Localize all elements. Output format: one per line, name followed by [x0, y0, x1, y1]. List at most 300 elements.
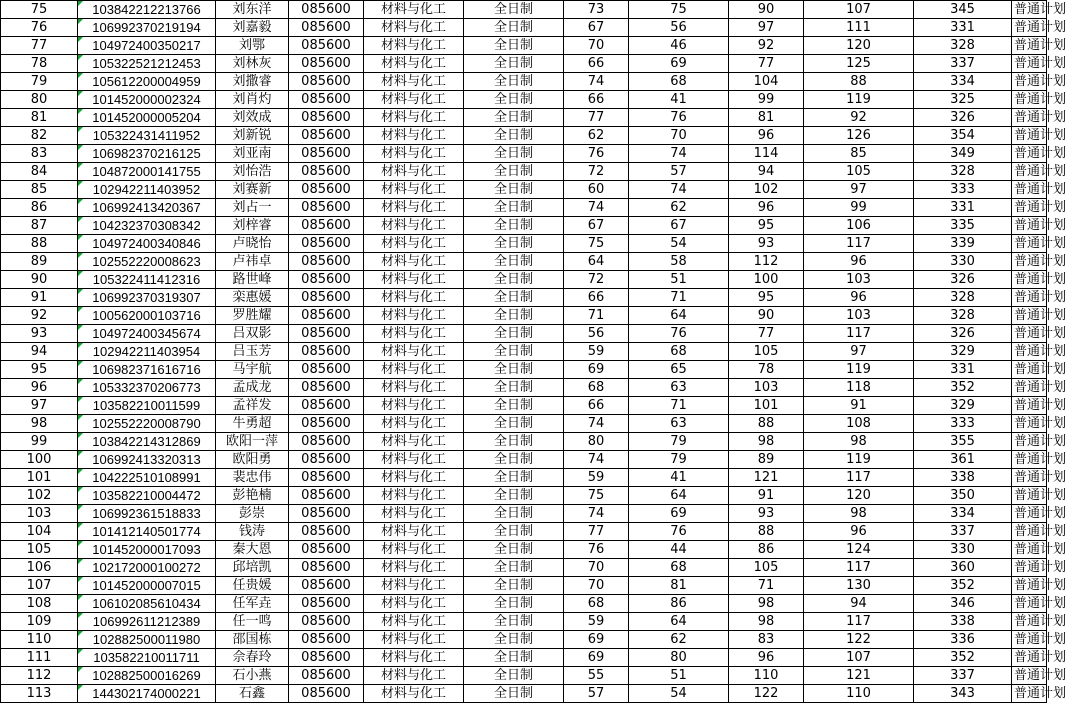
major-code-cell[interactable]: 085600 [289, 685, 364, 703]
major-cell[interactable]: 材料与化工 [364, 577, 464, 595]
exam-id-cell[interactable]: 102882500016269 [78, 667, 216, 685]
score-subject2-cell[interactable]: 111 [804, 19, 914, 37]
row-number-cell[interactable]: 80 [1, 91, 78, 109]
plan-type-cell[interactable]: 普通计划 [1012, 217, 1047, 235]
major-cell[interactable]: 材料与化工 [364, 163, 464, 181]
score-english-cell[interactable]: 64 [629, 307, 729, 325]
major-code-cell[interactable]: 085600 [289, 91, 364, 109]
total-score-cell[interactable]: 326 [914, 325, 1012, 343]
score-politics-cell[interactable]: 69 [564, 649, 629, 667]
study-mode-cell[interactable]: 全日制 [464, 595, 564, 613]
score-subject2-cell[interactable]: 107 [804, 1, 914, 19]
major-cell[interactable]: 材料与化工 [364, 415, 464, 433]
score-politics-cell[interactable]: 66 [564, 55, 629, 73]
exam-id-cell[interactable]: 102882500011980 [78, 631, 216, 649]
total-score-cell[interactable]: 336 [914, 631, 1012, 649]
name-cell[interactable]: 刘亚南 [216, 145, 289, 163]
total-score-cell[interactable]: 338 [914, 613, 1012, 631]
score-politics-cell[interactable]: 59 [564, 469, 629, 487]
study-mode-cell[interactable]: 全日制 [464, 631, 564, 649]
score-english-cell[interactable]: 70 [629, 127, 729, 145]
total-score-cell[interactable]: 334 [914, 505, 1012, 523]
score-subject1-cell[interactable]: 78 [729, 361, 804, 379]
score-subject2-cell[interactable]: 126 [804, 127, 914, 145]
major-cell[interactable]: 材料与化工 [364, 127, 464, 145]
major-cell[interactable]: 材料与化工 [364, 217, 464, 235]
study-mode-cell[interactable]: 全日制 [464, 361, 564, 379]
row-number-cell[interactable]: 102 [1, 487, 78, 505]
plan-type-cell[interactable]: 普通计划 [1012, 235, 1047, 253]
total-score-cell[interactable]: 326 [914, 271, 1012, 289]
major-cell[interactable]: 材料与化工 [364, 37, 464, 55]
major-cell[interactable]: 材料与化工 [364, 199, 464, 217]
total-score-cell[interactable]: 352 [914, 649, 1012, 667]
plan-type-cell[interactable]: 普通计划 [1012, 523, 1047, 541]
study-mode-cell[interactable]: 全日制 [464, 577, 564, 595]
score-english-cell[interactable]: 71 [629, 289, 729, 307]
score-subject2-cell[interactable]: 105 [804, 163, 914, 181]
plan-type-cell[interactable]: 普通计划 [1012, 73, 1047, 91]
major-code-cell[interactable]: 085600 [289, 37, 364, 55]
plan-type-cell[interactable]: 普通计划 [1012, 361, 1047, 379]
exam-id-cell[interactable]: 102552220008623 [78, 253, 216, 271]
score-politics-cell[interactable]: 72 [564, 163, 629, 181]
total-score-cell[interactable]: 328 [914, 37, 1012, 55]
plan-type-cell[interactable]: 普通计划 [1012, 451, 1047, 469]
plan-type-cell[interactable]: 普通计划 [1012, 1, 1047, 19]
exam-id-cell[interactable]: 102942211403952 [78, 181, 216, 199]
major-cell[interactable]: 材料与化工 [364, 649, 464, 667]
total-score-cell[interactable]: 331 [914, 199, 1012, 217]
row-number-cell[interactable]: 112 [1, 667, 78, 685]
exam-id-cell[interactable]: 101452000002324 [78, 91, 216, 109]
score-politics-cell[interactable]: 69 [564, 631, 629, 649]
score-subject2-cell[interactable]: 120 [804, 487, 914, 505]
plan-type-cell[interactable]: 普通计划 [1012, 595, 1047, 613]
major-code-cell[interactable]: 085600 [289, 523, 364, 541]
score-subject1-cell[interactable]: 81 [729, 109, 804, 127]
plan-type-cell[interactable]: 普通计划 [1012, 667, 1047, 685]
major-code-cell[interactable]: 085600 [289, 19, 364, 37]
score-subject2-cell[interactable]: 98 [804, 505, 914, 523]
score-politics-cell[interactable]: 77 [564, 523, 629, 541]
row-number-cell[interactable]: 98 [1, 415, 78, 433]
study-mode-cell[interactable]: 全日制 [464, 541, 564, 559]
name-cell[interactable]: 卢祎卓 [216, 253, 289, 271]
study-mode-cell[interactable]: 全日制 [464, 127, 564, 145]
total-score-cell[interactable]: 329 [914, 397, 1012, 415]
row-number-cell[interactable]: 109 [1, 613, 78, 631]
score-subject1-cell[interactable]: 105 [729, 343, 804, 361]
score-subject2-cell[interactable]: 117 [804, 235, 914, 253]
row-number-cell[interactable]: 83 [1, 145, 78, 163]
name-cell[interactable]: 刘嘉毅 [216, 19, 289, 37]
exam-id-cell[interactable]: 101412140501774 [78, 523, 216, 541]
score-subject2-cell[interactable]: 98 [804, 433, 914, 451]
score-politics-cell[interactable]: 73 [564, 1, 629, 19]
name-cell[interactable]: 秦大恩 [216, 541, 289, 559]
major-cell[interactable]: 材料与化工 [364, 523, 464, 541]
total-score-cell[interactable]: 331 [914, 19, 1012, 37]
score-english-cell[interactable]: 81 [629, 577, 729, 595]
score-subject1-cell[interactable]: 71 [729, 577, 804, 595]
row-number-cell[interactable]: 97 [1, 397, 78, 415]
study-mode-cell[interactable]: 全日制 [464, 649, 564, 667]
plan-type-cell[interactable]: 普通计划 [1012, 289, 1047, 307]
exam-id-cell[interactable]: 104972400340846 [78, 235, 216, 253]
study-mode-cell[interactable]: 全日制 [464, 217, 564, 235]
score-politics-cell[interactable]: 70 [564, 577, 629, 595]
row-number-cell[interactable]: 93 [1, 325, 78, 343]
score-subject1-cell[interactable]: 96 [729, 127, 804, 145]
score-subject1-cell[interactable]: 95 [729, 289, 804, 307]
score-subject1-cell[interactable]: 95 [729, 217, 804, 235]
score-subject2-cell[interactable]: 96 [804, 289, 914, 307]
row-number-cell[interactable]: 92 [1, 307, 78, 325]
plan-type-cell[interactable]: 普通计划 [1012, 307, 1047, 325]
name-cell[interactable]: 欧阳勇 [216, 451, 289, 469]
exam-id-cell[interactable]: 105612200004959 [78, 73, 216, 91]
major-code-cell[interactable]: 085600 [289, 109, 364, 127]
plan-type-cell[interactable]: 普通计划 [1012, 91, 1047, 109]
study-mode-cell[interactable]: 全日制 [464, 37, 564, 55]
score-english-cell[interactable]: 76 [629, 325, 729, 343]
row-number-cell[interactable]: 107 [1, 577, 78, 595]
score-politics-cell[interactable]: 64 [564, 253, 629, 271]
study-mode-cell[interactable]: 全日制 [464, 325, 564, 343]
exam-id-cell[interactable]: 105332370206773 [78, 379, 216, 397]
score-subject2-cell[interactable]: 103 [804, 271, 914, 289]
score-politics-cell[interactable]: 76 [564, 541, 629, 559]
plan-type-cell[interactable]: 普通计划 [1012, 613, 1047, 631]
major-cell[interactable]: 材料与化工 [364, 613, 464, 631]
score-english-cell[interactable]: 58 [629, 253, 729, 271]
exam-id-cell[interactable]: 106102085610434 [78, 595, 216, 613]
score-subject2-cell[interactable]: 117 [804, 469, 914, 487]
score-subject1-cell[interactable]: 89 [729, 451, 804, 469]
row-number-cell[interactable]: 106 [1, 559, 78, 577]
major-code-cell[interactable]: 085600 [289, 55, 364, 73]
name-cell[interactable]: 钱涛 [216, 523, 289, 541]
score-politics-cell[interactable]: 55 [564, 667, 629, 685]
score-english-cell[interactable]: 76 [629, 523, 729, 541]
total-score-cell[interactable]: 343 [914, 685, 1012, 703]
score-english-cell[interactable]: 64 [629, 487, 729, 505]
major-code-cell[interactable]: 085600 [289, 649, 364, 667]
total-score-cell[interactable]: 328 [914, 307, 1012, 325]
name-cell[interactable]: 刘新锐 [216, 127, 289, 145]
score-subject2-cell[interactable]: 103 [804, 307, 914, 325]
score-subject2-cell[interactable]: 110 [804, 685, 914, 703]
major-cell[interactable]: 材料与化工 [364, 109, 464, 127]
exam-id-cell[interactable]: 102172000100272 [78, 559, 216, 577]
major-cell[interactable]: 材料与化工 [364, 181, 464, 199]
name-cell[interactable]: 石小燕 [216, 667, 289, 685]
exam-id-cell[interactable]: 103842214312869 [78, 433, 216, 451]
study-mode-cell[interactable]: 全日制 [464, 289, 564, 307]
exam-id-cell[interactable]: 103582210011599 [78, 397, 216, 415]
plan-type-cell[interactable]: 普通计划 [1012, 163, 1047, 181]
study-mode-cell[interactable]: 全日制 [464, 343, 564, 361]
plan-type-cell[interactable]: 普通计划 [1012, 631, 1047, 649]
exam-id-cell[interactable]: 101452000017093 [78, 541, 216, 559]
study-mode-cell[interactable]: 全日制 [464, 181, 564, 199]
major-cell[interactable]: 材料与化工 [364, 343, 464, 361]
row-number-cell[interactable]: 96 [1, 379, 78, 397]
major-code-cell[interactable]: 085600 [289, 397, 364, 415]
major-code-cell[interactable]: 085600 [289, 73, 364, 91]
score-english-cell[interactable]: 51 [629, 271, 729, 289]
score-english-cell[interactable]: 74 [629, 145, 729, 163]
score-subject2-cell[interactable]: 130 [804, 577, 914, 595]
plan-type-cell[interactable]: 普通计划 [1012, 577, 1047, 595]
row-number-cell[interactable]: 81 [1, 109, 78, 127]
major-code-cell[interactable]: 085600 [289, 451, 364, 469]
score-politics-cell[interactable]: 74 [564, 73, 629, 91]
row-number-cell[interactable]: 100 [1, 451, 78, 469]
total-score-cell[interactable]: 350 [914, 487, 1012, 505]
score-politics-cell[interactable]: 74 [564, 415, 629, 433]
row-number-cell[interactable]: 82 [1, 127, 78, 145]
exam-id-cell[interactable]: 101452000005204 [78, 109, 216, 127]
study-mode-cell[interactable]: 全日制 [464, 667, 564, 685]
exam-id-cell[interactable]: 106992413320313 [78, 451, 216, 469]
major-cell[interactable]: 材料与化工 [364, 19, 464, 37]
score-subject1-cell[interactable]: 104 [729, 73, 804, 91]
score-subject2-cell[interactable]: 121 [804, 667, 914, 685]
total-score-cell[interactable]: 337 [914, 55, 1012, 73]
study-mode-cell[interactable]: 全日制 [464, 523, 564, 541]
plan-type-cell[interactable]: 普通计划 [1012, 253, 1047, 271]
study-mode-cell[interactable]: 全日制 [464, 505, 564, 523]
plan-type-cell[interactable]: 普通计划 [1012, 19, 1047, 37]
major-code-cell[interactable]: 085600 [289, 631, 364, 649]
name-cell[interactable]: 刘林灰 [216, 55, 289, 73]
name-cell[interactable]: 马宇航 [216, 361, 289, 379]
score-subject1-cell[interactable]: 97 [729, 19, 804, 37]
total-score-cell[interactable]: 338 [914, 469, 1012, 487]
study-mode-cell[interactable]: 全日制 [464, 685, 564, 703]
score-subject2-cell[interactable]: 122 [804, 631, 914, 649]
name-cell[interactable]: 卢晓怡 [216, 235, 289, 253]
score-politics-cell[interactable]: 74 [564, 199, 629, 217]
row-number-cell[interactable]: 78 [1, 55, 78, 73]
score-english-cell[interactable]: 69 [629, 55, 729, 73]
major-code-cell[interactable]: 085600 [289, 325, 364, 343]
study-mode-cell[interactable]: 全日制 [464, 613, 564, 631]
score-politics-cell[interactable]: 60 [564, 181, 629, 199]
plan-type-cell[interactable]: 普通计划 [1012, 559, 1047, 577]
study-mode-cell[interactable]: 全日制 [464, 487, 564, 505]
total-score-cell[interactable]: 335 [914, 217, 1012, 235]
major-cell[interactable]: 材料与化工 [364, 145, 464, 163]
plan-type-cell[interactable]: 普通计划 [1012, 505, 1047, 523]
name-cell[interactable]: 刘东洋 [216, 1, 289, 19]
score-subject1-cell[interactable]: 114 [729, 145, 804, 163]
name-cell[interactable]: 孟成龙 [216, 379, 289, 397]
major-cell[interactable]: 材料与化工 [364, 361, 464, 379]
score-subject1-cell[interactable]: 86 [729, 541, 804, 559]
row-number-cell[interactable]: 91 [1, 289, 78, 307]
score-english-cell[interactable]: 56 [629, 19, 729, 37]
exam-id-cell[interactable]: 105322521212453 [78, 55, 216, 73]
exam-id-cell[interactable]: 106992370319307 [78, 289, 216, 307]
plan-type-cell[interactable]: 普通计划 [1012, 469, 1047, 487]
major-cell[interactable]: 材料与化工 [364, 505, 464, 523]
total-score-cell[interactable]: 355 [914, 433, 1012, 451]
score-english-cell[interactable]: 62 [629, 199, 729, 217]
score-politics-cell[interactable]: 66 [564, 289, 629, 307]
score-politics-cell[interactable]: 56 [564, 325, 629, 343]
name-cell[interactable]: 刘肖灼 [216, 91, 289, 109]
score-english-cell[interactable]: 68 [629, 559, 729, 577]
major-code-cell[interactable]: 085600 [289, 1, 364, 19]
major-cell[interactable]: 材料与化工 [364, 397, 464, 415]
score-subject2-cell[interactable]: 120 [804, 37, 914, 55]
exam-id-cell[interactable]: 106992361518833 [78, 505, 216, 523]
total-score-cell[interactable]: 325 [914, 91, 1012, 109]
name-cell[interactable]: 刘怡浩 [216, 163, 289, 181]
score-english-cell[interactable]: 69 [629, 505, 729, 523]
major-cell[interactable]: 材料与化工 [364, 91, 464, 109]
score-subject2-cell[interactable]: 91 [804, 397, 914, 415]
study-mode-cell[interactable]: 全日制 [464, 19, 564, 37]
score-subject1-cell[interactable]: 102 [729, 181, 804, 199]
plan-type-cell[interactable]: 普通计划 [1012, 433, 1047, 451]
score-english-cell[interactable]: 68 [629, 73, 729, 91]
exam-id-cell[interactable]: 104232370308342 [78, 217, 216, 235]
major-code-cell[interactable]: 085600 [289, 469, 364, 487]
plan-type-cell[interactable]: 普通计划 [1012, 325, 1047, 343]
score-english-cell[interactable]: 80 [629, 649, 729, 667]
row-number-cell[interactable]: 84 [1, 163, 78, 181]
score-subject2-cell[interactable]: 117 [804, 613, 914, 631]
score-subject1-cell[interactable]: 77 [729, 55, 804, 73]
total-score-cell[interactable]: 328 [914, 289, 1012, 307]
study-mode-cell[interactable]: 全日制 [464, 145, 564, 163]
name-cell[interactable]: 刘占一 [216, 199, 289, 217]
major-cell[interactable]: 材料与化工 [364, 487, 464, 505]
row-number-cell[interactable]: 110 [1, 631, 78, 649]
exam-id-cell[interactable]: 101452000007015 [78, 577, 216, 595]
score-subject1-cell[interactable]: 99 [729, 91, 804, 109]
major-code-cell[interactable]: 085600 [289, 379, 364, 397]
score-english-cell[interactable]: 64 [629, 613, 729, 631]
plan-type-cell[interactable]: 普通计划 [1012, 343, 1047, 361]
total-score-cell[interactable]: 331 [914, 361, 1012, 379]
score-subject1-cell[interactable]: 100 [729, 271, 804, 289]
name-cell[interactable]: 栾惠媛 [216, 289, 289, 307]
study-mode-cell[interactable]: 全日制 [464, 73, 564, 91]
total-score-cell[interactable]: 349 [914, 145, 1012, 163]
major-code-cell[interactable]: 085600 [289, 199, 364, 217]
exam-id-cell[interactable]: 102552220008790 [78, 415, 216, 433]
name-cell[interactable]: 刘效成 [216, 109, 289, 127]
score-subject2-cell[interactable]: 94 [804, 595, 914, 613]
row-number-cell[interactable]: 94 [1, 343, 78, 361]
name-cell[interactable]: 刘撒睿 [216, 73, 289, 91]
score-subject1-cell[interactable]: 98 [729, 433, 804, 451]
score-politics-cell[interactable]: 59 [564, 343, 629, 361]
major-cell[interactable]: 材料与化工 [364, 631, 464, 649]
study-mode-cell[interactable]: 全日制 [464, 559, 564, 577]
row-number-cell[interactable]: 105 [1, 541, 78, 559]
major-cell[interactable]: 材料与化工 [364, 541, 464, 559]
major-code-cell[interactable]: 085600 [289, 343, 364, 361]
score-subject2-cell[interactable]: 88 [804, 73, 914, 91]
major-cell[interactable]: 材料与化工 [364, 379, 464, 397]
study-mode-cell[interactable]: 全日制 [464, 109, 564, 127]
exam-id-cell[interactable]: 144302174000221 [78, 685, 216, 703]
score-english-cell[interactable]: 86 [629, 595, 729, 613]
total-score-cell[interactable]: 337 [914, 523, 1012, 541]
score-politics-cell[interactable]: 77 [564, 109, 629, 127]
score-subject2-cell[interactable]: 117 [804, 559, 914, 577]
major-code-cell[interactable]: 085600 [289, 667, 364, 685]
score-english-cell[interactable]: 76 [629, 109, 729, 127]
total-score-cell[interactable]: 330 [914, 253, 1012, 271]
score-subject2-cell[interactable]: 119 [804, 451, 914, 469]
name-cell[interactable]: 邵国栋 [216, 631, 289, 649]
name-cell[interactable]: 路世峰 [216, 271, 289, 289]
name-cell[interactable]: 任贵媛 [216, 577, 289, 595]
name-cell[interactable]: 刘梓睿 [216, 217, 289, 235]
major-cell[interactable]: 材料与化工 [364, 559, 464, 577]
plan-type-cell[interactable]: 普通计划 [1012, 649, 1047, 667]
score-subject1-cell[interactable]: 121 [729, 469, 804, 487]
plan-type-cell[interactable]: 普通计划 [1012, 685, 1047, 703]
exam-id-cell[interactable]: 105322431411952 [78, 127, 216, 145]
score-subject1-cell[interactable]: 77 [729, 325, 804, 343]
major-code-cell[interactable]: 085600 [289, 487, 364, 505]
major-code-cell[interactable]: 085600 [289, 163, 364, 181]
exam-id-cell[interactable]: 104872000141755 [78, 163, 216, 181]
row-number-cell[interactable]: 111 [1, 649, 78, 667]
score-subject2-cell[interactable]: 96 [804, 523, 914, 541]
score-subject2-cell[interactable]: 124 [804, 541, 914, 559]
total-score-cell[interactable]: 333 [914, 181, 1012, 199]
total-score-cell[interactable]: 334 [914, 73, 1012, 91]
major-code-cell[interactable]: 085600 [289, 127, 364, 145]
exam-id-cell[interactable]: 106992611212389 [78, 613, 216, 631]
plan-type-cell[interactable]: 普通计划 [1012, 415, 1047, 433]
major-cell[interactable]: 材料与化工 [364, 685, 464, 703]
plan-type-cell[interactable]: 普通计划 [1012, 487, 1047, 505]
name-cell[interactable]: 彭艳楠 [216, 487, 289, 505]
score-subject2-cell[interactable]: 92 [804, 109, 914, 127]
major-code-cell[interactable]: 085600 [289, 559, 364, 577]
score-politics-cell[interactable]: 68 [564, 379, 629, 397]
score-politics-cell[interactable]: 67 [564, 217, 629, 235]
major-code-cell[interactable]: 085600 [289, 253, 364, 271]
score-english-cell[interactable]: 71 [629, 397, 729, 415]
study-mode-cell[interactable]: 全日制 [464, 433, 564, 451]
score-subject2-cell[interactable]: 107 [804, 649, 914, 667]
score-politics-cell[interactable]: 80 [564, 433, 629, 451]
name-cell[interactable]: 彭崇 [216, 505, 289, 523]
total-score-cell[interactable]: 352 [914, 379, 1012, 397]
score-subject1-cell[interactable]: 98 [729, 613, 804, 631]
major-cell[interactable]: 材料与化工 [364, 595, 464, 613]
major-cell[interactable]: 材料与化工 [364, 55, 464, 73]
score-politics-cell[interactable]: 70 [564, 37, 629, 55]
major-code-cell[interactable]: 085600 [289, 145, 364, 163]
total-score-cell[interactable]: 352 [914, 577, 1012, 595]
exam-id-cell[interactable]: 103842212213766 [78, 1, 216, 19]
major-code-cell[interactable]: 085600 [289, 613, 364, 631]
score-english-cell[interactable]: 51 [629, 667, 729, 685]
total-score-cell[interactable]: 339 [914, 235, 1012, 253]
